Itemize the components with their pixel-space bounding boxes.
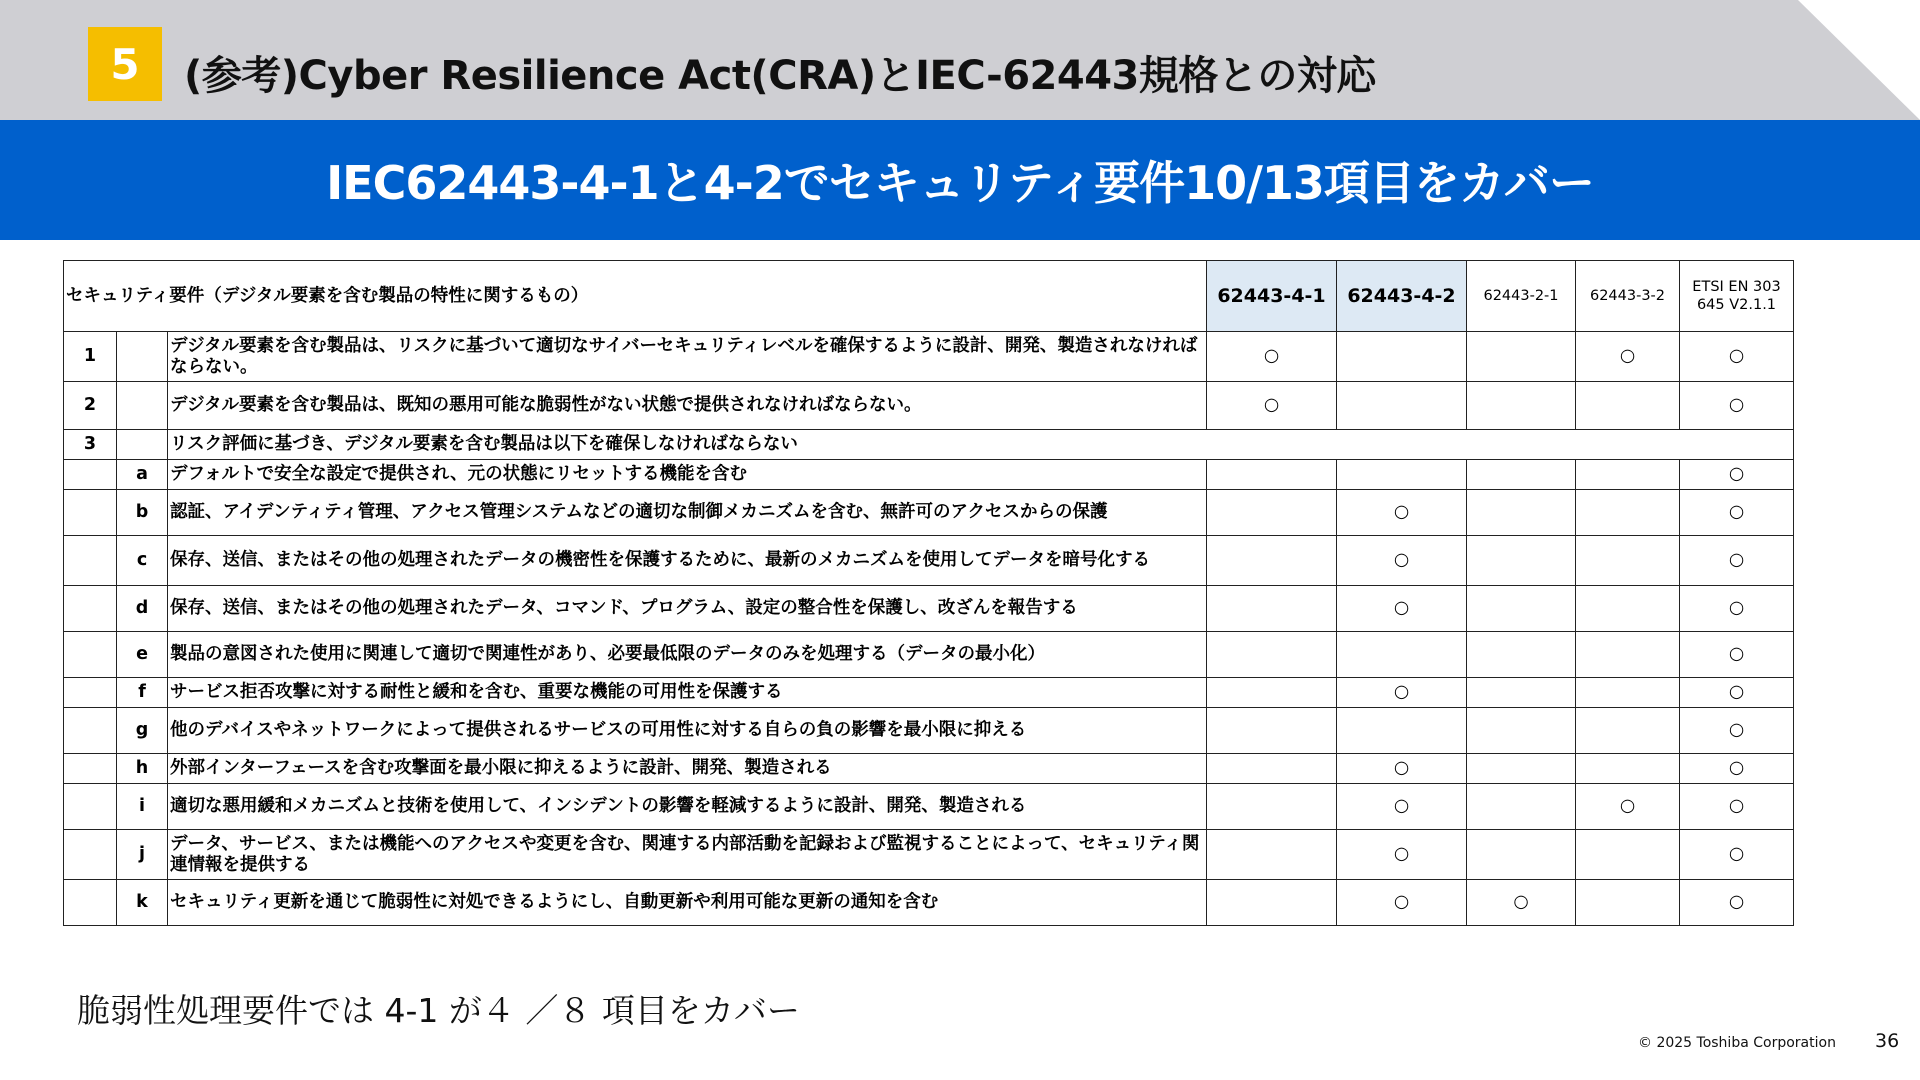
table-header-row (64, 261, 1794, 332)
mark-62443-2-1 (1467, 708, 1576, 754)
mark-62443-4-1 (1207, 490, 1337, 536)
table-row (64, 332, 1794, 382)
mark-62443-4-2: ○ (1337, 784, 1467, 830)
header-corner-decoration (1798, 0, 1920, 120)
requirement-column-header: セキュリティ要件（デジタル要素を含む製品の特性に関するもの） (64, 261, 1207, 332)
table-row (64, 708, 1794, 754)
requirement-text: 外部インターフェースを含む攻撃面を最小限に抑えるように設計、開発、製造される (168, 754, 1207, 784)
standard-header-etsi-en-303-645: ETSI EN 303 645 V2.1.1 (1680, 261, 1794, 332)
mark-62443-4-2: ○ (1337, 586, 1467, 632)
mark-62443-2-1 (1467, 754, 1576, 784)
row-sub-label: d (117, 586, 168, 632)
mark-62443-3-2: ○ (1576, 784, 1680, 830)
requirement-text: サービス拒否攻撃に対する耐性と緩和を含む、重要な機能の可用性を保護する (168, 678, 1207, 708)
mark-62443-3-2: ○ (1576, 332, 1680, 382)
row-sub-label: k (117, 880, 168, 926)
mark-62443-4-1 (1207, 678, 1337, 708)
row-number (64, 708, 117, 754)
mark-etsi: ○ (1680, 708, 1794, 754)
row-sub-label: f (117, 678, 168, 708)
mark-62443-4-2: ○ (1337, 880, 1467, 926)
table-row (64, 536, 1794, 586)
mark-etsi: ○ (1680, 632, 1794, 678)
row-number: 2 (64, 382, 117, 430)
row-number (64, 830, 117, 880)
requirement-text: 保存、送信、またはその他の処理されたデータの機密性を保護するために、最新のメカニズムを使用してデータを暗号化する (168, 536, 1207, 586)
banner-text: IEC62443-4-1と4-2でセキュリティ要件10/13項目をカバー (326, 156, 1594, 210)
mark-62443-2-1 (1467, 830, 1576, 880)
mark-62443-4-2 (1337, 382, 1467, 430)
requirement-text: デフォルトで安全な設定で提供され、元の状態にリセットする機能を含む (168, 460, 1207, 490)
mark-62443-3-2 (1576, 708, 1680, 754)
mark-62443-3-2 (1576, 830, 1680, 880)
standard-header-62443-2-1: 62443-2-1 (1467, 261, 1576, 332)
mark-62443-4-2: ○ (1337, 490, 1467, 536)
mark-62443-4-1 (1207, 784, 1337, 830)
requirements-table (63, 260, 1794, 926)
mark-62443-2-1 (1467, 332, 1576, 382)
mark-62443-2-1 (1467, 460, 1576, 490)
section-requirement-text: リスク評価に基づき、デジタル要素を含む製品は以下を確保しなければならない (168, 430, 1794, 460)
copyright: © 2025 Toshiba Corporation (1638, 1035, 1836, 1051)
row-sub-label (117, 382, 168, 430)
mark-62443-2-1 (1467, 536, 1576, 586)
table-row (64, 830, 1794, 880)
table-row (64, 678, 1794, 708)
table-row (64, 460, 1794, 490)
mark-62443-3-2 (1576, 880, 1680, 926)
table-row (64, 784, 1794, 830)
mark-62443-4-1: ○ (1207, 382, 1337, 430)
table-row (64, 880, 1794, 926)
mark-62443-4-2: ○ (1337, 754, 1467, 784)
mark-62443-2-1 (1467, 784, 1576, 830)
mark-etsi: ○ (1680, 382, 1794, 430)
row-number: 1 (64, 332, 117, 382)
mark-62443-3-2 (1576, 678, 1680, 708)
requirement-text: 製品の意図された使用に関連して適切で関連性があり、必要最低限のデータのみを処理する（データの最小化） (168, 632, 1207, 678)
row-sub-label: g (117, 708, 168, 754)
table-row (64, 382, 1794, 430)
mark-etsi: ○ (1680, 586, 1794, 632)
mark-etsi: ○ (1680, 490, 1794, 536)
row-sub-label: a (117, 460, 168, 490)
mark-62443-3-2 (1576, 632, 1680, 678)
requirement-text: 他のデバイスやネットワークによって提供されるサービスの可用性に対する自らの負の影響を最小限に抑える (168, 708, 1207, 754)
mark-62443-4-2 (1337, 332, 1467, 382)
summary-note: 脆弱性処理要件では 4-1 が４ ／８ 項目をカバー (77, 991, 800, 1030)
mark-62443-4-1 (1207, 754, 1337, 784)
mark-etsi: ○ (1680, 830, 1794, 880)
mark-62443-4-1: ○ (1207, 332, 1337, 382)
mark-62443-4-2 (1337, 632, 1467, 678)
row-number (64, 678, 117, 708)
standard-header-62443-4-2: 62443-4-2 (1337, 261, 1467, 332)
table-section-row (64, 430, 1794, 460)
mark-62443-4-1 (1207, 880, 1337, 926)
page-title: (参考)Cyber Resilience Act(CRA)とIEC-62443規格との対応 (184, 53, 1376, 99)
table-row (64, 586, 1794, 632)
table-row (64, 754, 1794, 784)
mark-etsi: ○ (1680, 460, 1794, 490)
mark-62443-4-2: ○ (1337, 678, 1467, 708)
row-sub-label (117, 332, 168, 382)
row-sub-label: b (117, 490, 168, 536)
row-number: 3 (64, 430, 117, 460)
row-number (64, 880, 117, 926)
mark-62443-2-1: ○ (1467, 880, 1576, 926)
row-sub-label: e (117, 632, 168, 678)
row-number (64, 784, 117, 830)
mark-etsi: ○ (1680, 880, 1794, 926)
row-number (64, 632, 117, 678)
mark-62443-4-1 (1207, 708, 1337, 754)
requirement-text: セキュリティ更新を通じて脆弱性に対処できるようにし、自動更新や利用可能な更新の通知を含む (168, 880, 1207, 926)
row-number (64, 460, 117, 490)
mark-etsi: ○ (1680, 678, 1794, 708)
row-sub-label: c (117, 536, 168, 586)
mark-62443-3-2 (1576, 382, 1680, 430)
mark-62443-3-2 (1576, 490, 1680, 536)
row-sub-label (117, 430, 168, 460)
mark-62443-4-2: ○ (1337, 536, 1467, 586)
mark-62443-3-2 (1576, 536, 1680, 586)
mark-62443-4-1 (1207, 460, 1337, 490)
requirement-text: 適切な悪用緩和メカニズムと技術を使用して、インシデントの影響を軽減するように設計、開発、製造される (168, 784, 1207, 830)
mark-62443-3-2 (1576, 586, 1680, 632)
mark-62443-3-2 (1576, 754, 1680, 784)
headline-banner (0, 120, 1920, 240)
requirement-text: 認証、アイデンティティ管理、アクセス管理システムなどの適切な制御メカニズムを含む、無許可のアクセスからの保護 (168, 490, 1207, 536)
standard-header-62443-4-1: 62443-4-1 (1207, 261, 1337, 332)
requirement-text: デジタル要素を含む製品は、リスクに基づいて適切なサイバーセキュリティレベルを確保するように設計、開発、製造されなければならない。 (168, 332, 1207, 382)
requirement-text: デジタル要素を含む製品は、既知の悪用可能な脆弱性がない状態で提供されなければならない。 (168, 382, 1207, 430)
mark-62443-2-1 (1467, 382, 1576, 430)
mark-62443-4-1 (1207, 586, 1337, 632)
mark-etsi: ○ (1680, 784, 1794, 830)
row-number (64, 536, 117, 586)
table-row (64, 632, 1794, 678)
mark-62443-4-2 (1337, 460, 1467, 490)
row-sub-label: h (117, 754, 168, 784)
mark-62443-2-1 (1467, 490, 1576, 536)
requirement-text: 保存、送信、またはその他の処理されたデータ、コマンド、プログラム、設定の整合性を保護し、改ざんを報告する (168, 586, 1207, 632)
row-number (64, 754, 117, 784)
row-sub-label: i (117, 784, 168, 830)
mark-62443-4-1 (1207, 632, 1337, 678)
mark-62443-4-1 (1207, 536, 1337, 586)
mark-62443-2-1 (1467, 586, 1576, 632)
page-number: 36 (1875, 1030, 1900, 1052)
mark-62443-4-1 (1207, 830, 1337, 880)
mark-etsi: ○ (1680, 754, 1794, 784)
mark-62443-2-1 (1467, 632, 1576, 678)
mark-etsi: ○ (1680, 332, 1794, 382)
mark-62443-4-2: ○ (1337, 830, 1467, 880)
mark-62443-4-2 (1337, 708, 1467, 754)
row-sub-label: j (117, 830, 168, 880)
section-number-badge: 5 (88, 27, 162, 101)
mark-62443-3-2 (1576, 460, 1680, 490)
requirement-text: データ、サービス、または機能へのアクセスや変更を含む、関連する内部活動を記録および監視することによって、セキュリティ関連情報を提供する (168, 830, 1207, 880)
row-number (64, 490, 117, 536)
row-number (64, 586, 117, 632)
mark-etsi: ○ (1680, 536, 1794, 586)
table-row (64, 490, 1794, 536)
mark-62443-2-1 (1467, 678, 1576, 708)
standard-header-62443-3-2: 62443-3-2 (1576, 261, 1680, 332)
